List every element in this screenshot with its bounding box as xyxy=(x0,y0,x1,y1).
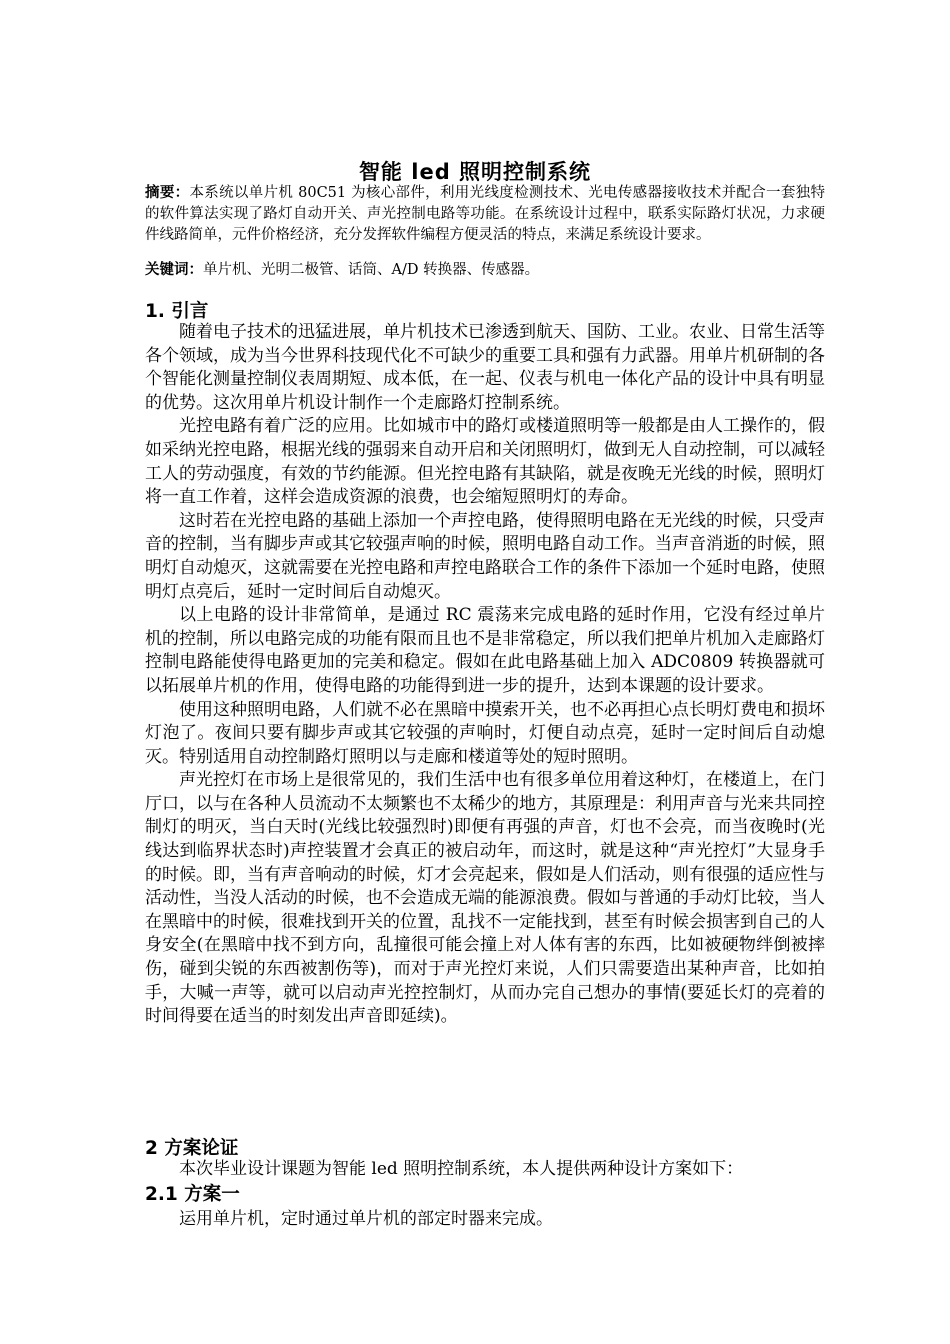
section-1-body xyxy=(145,321,825,1029)
section-1-paragraph: 使用这种照明电路，人们就不必在黑暗中摸索开关，也不必再担心点长明灯费电和损坏灯泡了。夜间只要有脚步声或其它较强的声响时，灯便自动点亮，延时一定时间后自动熄灭。特别适用自动控制路灯照明以与走廊和楼道等处的短时照明。 xyxy=(145,699,825,767)
section-1-paragraph: 光控电路有着广泛的应用。比如城市中的路灯或楼道照明等一般都是由人工操作的，假如采纳光控电路，根据光线的强弱来自动开启和关闭照明灯，做到无人自动控制，可以减轻工人的劳动强度，有效的节约能源。但光控电路有其缺陷，就是夜晚无光线的时候，照明灯将一直工作着，这样会造成资源的浪费，也会缩短照明灯的寿命。 xyxy=(145,416,825,508)
section-1-heading: 1. 引言 xyxy=(145,301,209,322)
section-1-paragraph: 声光控灯在市场上是很常见的，我们生活中也有很多单位用着这种灯，在楼道上，在门厅口，以与在各种人员流动不太频繁也不太稀少的地方，其原理是：利用声音与光来共同控制灯的明灭，当白天时(光线比较强烈时)即便有再强的声音，灯也不会亮，而当夜晚时(光线达到临界状态时)声控装置才会真正的被启动年，而这时，就是这种“声光控灯”大显身手的时候。即，当有声音响动的时候，灯才会亮起来，假如是人们活动，则有很强的适应性与活动性，当没人活动的时候，也不会造成无端的能源浪费。假如与普通的手动灯比较，当人在黑暗中的时候，很难找到开关的位置，乱找不一定能找到，甚至有时候会损害到自己的人身安全(在黑暗中找不到方向，乱撞很可能会撞上对人体有害的东西，比如被硬物绊倒被摔伤，碰到尖锐的东西被割伤等)，而对于声光控灯来说，人们只需要造出某种声音，比如拍手，大喊一声等，就可以启动声光控控制灯，从而办完自己想办的事情(要延长灯的亮着的时间得要在适当的时刻发出声音即延续)。 xyxy=(145,770,825,1027)
section-1-paragraph: 这时若在光控电路的基础上添加一个声控电路，使得照明电路在无光线的时候，只受声音的控制，当有脚步声或其它较强声响的时候，照明电路自动工作。当声音消逝的时候，照明灯自动熄灭，这就需要在光控电路和声控电路联合工作的条件下添加一个延时电路，使照明灯点亮后，延时一定时间后自动熄灭。 xyxy=(145,510,825,602)
section-2-1-heading: 2.1 方案一 xyxy=(145,1184,240,1205)
abstract-label: 摘要： xyxy=(145,185,190,201)
abstract-text: 本系统以单片机 80C51 为核心部件，利用光线度检测技术、光电传感器接收技术并配合一套独特的软件算法实现了路灯自动开关、声光控制电路等功能。在系统设计过程中，联系实际路灯状况，力求硬件线路简单，元件价格经济，充分发挥软件编程方便灵活的特点，来满足系统设计要求。 xyxy=(145,185,825,243)
section-2-heading: 2 方案论证 xyxy=(145,1138,239,1159)
document-title: 智能 led 照明控制系统 xyxy=(358,160,592,184)
section-2-1-text: 运用单片机，定时通过单片机的部定时器来完成。 xyxy=(179,1209,553,1229)
section-1-paragraph: 随着电子技术的迅猛进展，单片机技术已渗透到航天、国防、工业。农业、日常生活等各个领域，成为当今世界科技现代化不可缺少的重要工具和强有力武器。用单片机研制的各个智能化测量控制仪表周期短、成本低，在一起、仪表与机电一体化产品的设计中具有明显的优势。这次用单片机设计制作一个走廊路灯控制系统。 xyxy=(145,322,825,413)
section-2-intro: 本次毕业设计课题为智能 led 照明控制系统，本人提供两种设计方案如下： xyxy=(179,1159,744,1179)
keywords-label: 关键词： xyxy=(145,262,203,278)
section-1-paragraph: 以上电路的设计非常简单，是通过 RC 震荡来完成电路的延时作用，它没有经过单片机的控制，所以电路完成的功能有限而且也不是非常稳定，所以我们把单片机加入走廊路灯控制电路能使得电路更加的完美和稳定。假如在此电路基础上加入 ADC0809 转换器就可以拓展单片机的作用，使得电路的功能得到进一步的提升，达到本课题的设计要求。 xyxy=(145,605,825,696)
abstract xyxy=(145,183,825,246)
keywords-text: 单片机、光明二极管、话筒、A/D 转换器、传感器。 xyxy=(203,262,540,278)
keywords xyxy=(145,260,825,281)
